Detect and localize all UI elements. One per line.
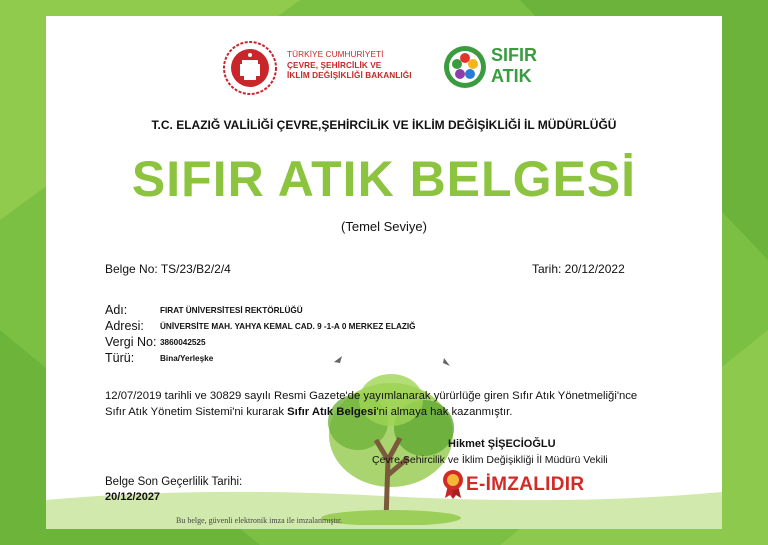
name-value: FIRAT ÜNİVERSİTESİ REKTÖRLÜĞÜ xyxy=(160,306,303,315)
ministry-seal-logo xyxy=(222,40,278,96)
signer-name: Hikmet ŞİŞECİOĞLU xyxy=(448,438,556,450)
tax-number-label: Vergi No: xyxy=(105,335,157,349)
signer-title: Çevre,Şehircilik ve İklim Değişikliği İl Müdürü Vekili xyxy=(372,454,608,466)
ministry-line-2: ÇEVRE, ŞEHİRCİLİK VE xyxy=(287,60,382,70)
issue-date: Tarih: 20/12/2022 xyxy=(532,262,625,276)
document-number: Belge No: TS/23/B2/2/4 xyxy=(105,262,231,276)
address-value: ÜNİVERSİTE MAH. YAHYA KEMAL CAD. 9 -1-A 0 MERKEZ ELAZIĞ xyxy=(160,322,416,331)
ministry-line-3: İKLİM DEĞİŞİKLİĞİ BAKANLIĞI xyxy=(287,71,412,80)
ministry-name xyxy=(287,50,412,82)
statement-bold: Sıfır Atık Belgesi xyxy=(287,406,377,418)
validity-label: Belge Son Geçerlilik Tarihi: xyxy=(105,476,243,488)
certificate-title: SIFIR ATIK BELGESİ xyxy=(131,151,637,207)
address-label: Adresi: xyxy=(105,319,144,333)
directorate-heading: T.C. ELAZIĞ VALİLİĞİ ÇEVRE,ŞEHİRCİLİK VE İKLİM DEĞİŞİKLİĞİ İL MÜDÜRLÜĞÜ xyxy=(151,118,617,132)
certificate-statement xyxy=(105,388,645,420)
statement-text-1: 12/07/2019 tarihli ve 30829 sayılı Resmi Gazete'de yayımlanarak yürürlüğe giren Sıfır Atık Yönetmeliği'nce Sıfır Atık Yönetim Sistemi'ni kurarak xyxy=(105,390,638,418)
name-label: Adı: xyxy=(105,303,128,317)
sifir-atik-word-2: ATIK xyxy=(491,66,532,86)
sifir-atik-flower-logo xyxy=(442,44,488,90)
tax-number-value: 3860042525 xyxy=(160,338,206,347)
validity-date: 20/12/2027 xyxy=(105,491,161,503)
sifir-atik-word-1: SIFIR xyxy=(491,45,538,65)
footer-note: Bu belge, güvenli elektronik imza ile imzalanmıştır. xyxy=(176,516,343,525)
statement-text-2: 'ni almaya hak kazanmıştır. xyxy=(376,406,513,418)
ministry-line-1: TÜRKİYE CUMHURİYETİ xyxy=(287,50,384,59)
e-signed-badge: E-İMZALIDIR xyxy=(466,474,585,495)
seal-ribbon-icon xyxy=(441,469,465,499)
certificate-level: (Temel Seviye) xyxy=(341,219,427,234)
type-label: Türü: xyxy=(105,351,135,365)
type-value: Bina/Yerleşke xyxy=(160,354,214,363)
